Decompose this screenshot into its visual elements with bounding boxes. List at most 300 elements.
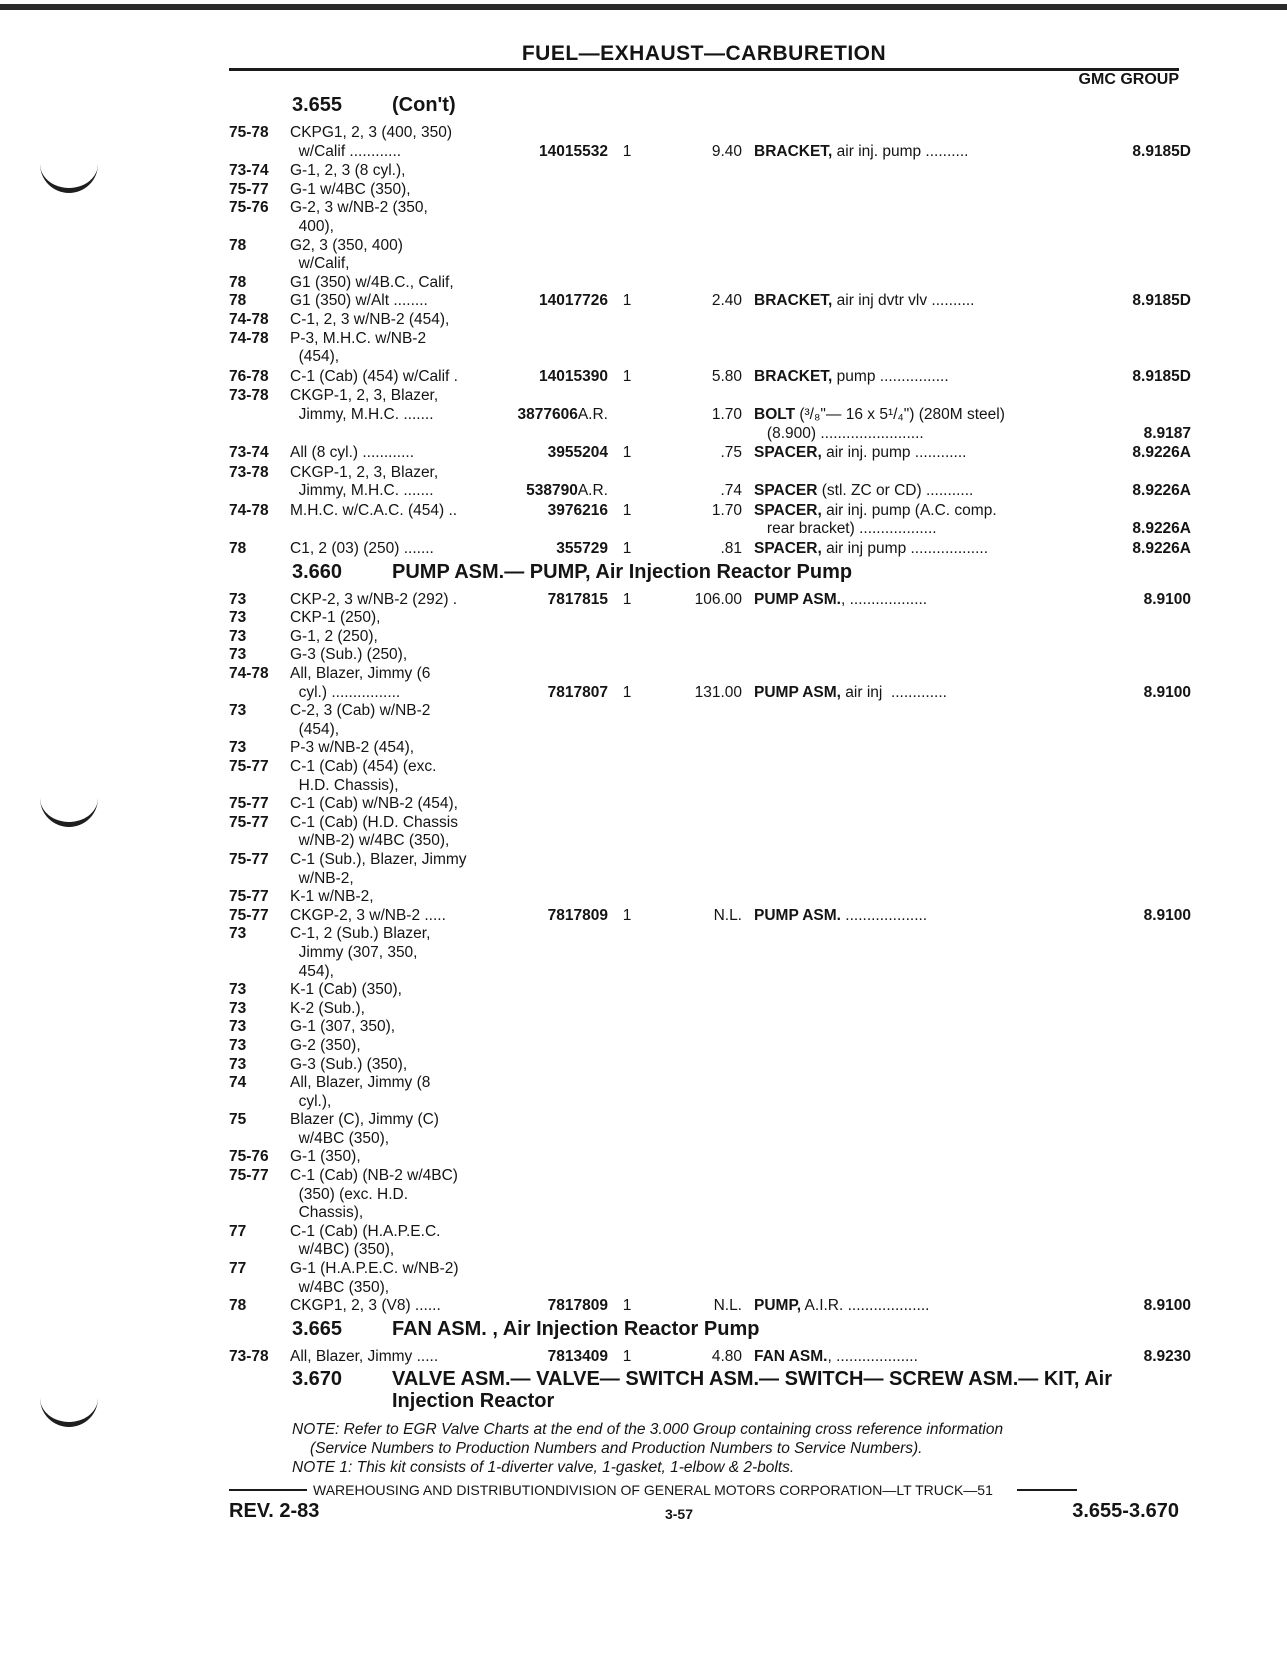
quantity: 1 (622, 292, 632, 310)
description-detail: (³/₈"— 16 x 5¹/₄") (280M steel) (795, 405, 1005, 423)
quantity: 1 (622, 444, 632, 462)
table-row (229, 1148, 1179, 1167)
section-number: 3.660 (292, 560, 343, 583)
application: Jimmy, M.H.C. ....... (290, 482, 434, 500)
description (742, 292, 1084, 311)
part-name: SPACER (754, 482, 818, 500)
part-entry (229, 1347, 1191, 1367)
description-detail: , ................... (827, 1347, 918, 1365)
part-name: PUMP ASM. (754, 590, 841, 608)
table-row (229, 683, 1191, 703)
description (742, 502, 1084, 521)
table-row (229, 851, 1179, 870)
group-number: 8.9185D (1132, 367, 1191, 385)
binder-hole-mark (40, 796, 98, 827)
part-name: SPACER, (754, 501, 822, 519)
model-year: 74-78 (229, 310, 269, 328)
part-name: FAN ASM. (754, 1347, 828, 1365)
model-year: 74-78 (229, 329, 269, 347)
model-year: 73 (229, 981, 247, 999)
application: C-1 (Cab) w/NB-2 (454), (290, 795, 458, 813)
part-number-cell (504, 482, 608, 501)
footer-rule-right (1017, 1489, 1077, 1491)
application: w/Calif ............ (290, 142, 402, 160)
model-year: 73 (229, 999, 247, 1017)
price: 1.70 (711, 405, 742, 423)
part-name: BRACKET, (754, 292, 833, 310)
table-row (229, 311, 1179, 330)
application: w/4BC) (350), (290, 1241, 395, 1259)
part-number-cell (504, 143, 608, 162)
table-row (229, 162, 1179, 181)
table-row (229, 1223, 1179, 1242)
part-number: 14015532 (539, 142, 608, 160)
model-year: 78 (229, 1297, 247, 1315)
application: K-1 (Cab) (350), (290, 981, 402, 999)
table-row (229, 1018, 1179, 1037)
application: w/NB-2) w/4BC (350), (290, 832, 450, 850)
table-row (229, 944, 1179, 963)
model-year: 73 (229, 1055, 247, 1073)
table-row (229, 199, 1179, 218)
application: CKP-1 (250), (290, 609, 381, 627)
table-row (229, 777, 1179, 796)
model-year: 73-78 (229, 387, 269, 405)
table-row (229, 292, 1191, 311)
group-number: 8.9185D (1132, 292, 1191, 310)
model-year: 74-78 (229, 665, 269, 683)
part-entry (229, 124, 1191, 161)
description (742, 368, 1084, 387)
description (742, 684, 1084, 703)
table-row (229, 444, 1191, 463)
part-number: 3976216 (547, 501, 608, 519)
table-row (229, 330, 1179, 349)
table-row (229, 739, 1179, 758)
footer-rule-left (229, 1489, 307, 1491)
model-year: 73 (229, 646, 247, 664)
model-year: 77 (229, 1222, 247, 1240)
price: 1.70 (711, 501, 742, 519)
section-heading (229, 1318, 1179, 1340)
model-year: 78 (229, 236, 247, 254)
part-number-cell (504, 292, 608, 311)
part-number-cell (504, 1348, 608, 1367)
application: C1, 2 (03) (250) ....... (290, 540, 434, 558)
application: All (8 cyl.) ............ (290, 444, 415, 462)
description (742, 1297, 1084, 1316)
table-row (229, 482, 1191, 501)
description (742, 1348, 1084, 1367)
model-year: 78 (229, 540, 247, 558)
page-footer (229, 1482, 1179, 1526)
description (742, 143, 1084, 162)
group-number: 8.9100 (1143, 590, 1191, 608)
application: CKPG1, 2, 3 (400, 350) (290, 124, 452, 141)
model-year: 75-77 (229, 813, 269, 831)
application: w/Calif, (290, 255, 350, 273)
section-title: VALVE ASM.— VALVE— SWITCH ASM.— SWITCH— SCREW ASM.— KIT, Air Injection Reactor (392, 1368, 1112, 1413)
part-number: 3877606 (517, 405, 578, 423)
description-detail: air inj dvtr vlv .......... (832, 292, 975, 310)
table-row (229, 502, 1179, 521)
table-row (229, 181, 1179, 200)
application: Jimmy, M.H.C. ....... (290, 405, 434, 423)
group-number: 8.9226A (1132, 444, 1191, 462)
application: (350) (exc. H.D. (290, 1185, 408, 1203)
description-detail: A.I.R. ................... (801, 1297, 930, 1315)
description-detail: ................... (840, 906, 928, 924)
part-number: 355729 (556, 540, 608, 558)
section-number: 3.655 (292, 94, 343, 116)
model-year: 73 (229, 925, 247, 943)
quantity: 1 (622, 683, 632, 701)
application: G1 (350) w/4B.C., Calif, (290, 273, 454, 291)
section-number: 3.670 (292, 1368, 343, 1391)
table-row (229, 925, 1179, 944)
description-detail: air inj. pump ............ (821, 444, 967, 462)
application: CKGP1, 2, 3 (V8) ...... (290, 1297, 441, 1315)
application: C-1, 2 (Sub.) Blazer, (290, 925, 431, 943)
quantity: 1 (622, 540, 632, 558)
application: C-1 (Cab) (NB-2 w/4BC) (290, 1167, 458, 1185)
part-number-cell (504, 684, 608, 703)
model-year: 78 (229, 292, 247, 310)
table-row (229, 906, 1191, 926)
application: G-1 (350), (290, 1148, 361, 1166)
model-year: 75 (229, 1111, 247, 1129)
application: C-1 (Cab) (H.A.P.E.C. (290, 1222, 441, 1240)
table-row (229, 1111, 1179, 1130)
part-entry (229, 463, 1191, 501)
table-row (229, 1186, 1179, 1205)
table-row (229, 124, 1179, 143)
model-year: 75-77 (229, 1167, 269, 1185)
model-year: 73-78 (229, 463, 269, 481)
application: CKP-2, 3 w/NB-2 (292) . (290, 590, 458, 608)
quantity: 1 (622, 590, 632, 608)
quantity: 1 (622, 367, 632, 385)
footer-publisher: WAREHOUSING AND DISTRIBUTIONDIVISION OF GENERAL MOTORS CORPORATION—LT TRUCK—51 (313, 1482, 993, 1498)
description-detail: pump ................ (832, 367, 949, 385)
application: C-2, 3 (Cab) w/NB-2 (290, 702, 431, 720)
group-column-label: GMC GROUP (1078, 71, 1179, 88)
description (742, 444, 1084, 463)
part-number-cell (504, 406, 608, 425)
table-row (229, 702, 1179, 721)
part-entry (229, 444, 1191, 463)
table-row (229, 628, 1179, 647)
part-name: BOLT (754, 405, 796, 423)
application: K-2 (Sub.), (290, 999, 365, 1017)
part-number-cell (504, 368, 608, 387)
part-name: BRACKET, (754, 142, 833, 160)
table-row (229, 387, 1179, 406)
application: cyl.), (290, 1092, 332, 1110)
description (742, 482, 1084, 501)
application: C-1 (Cab) (454) w/Calif . (290, 367, 458, 385)
model-year: 73 (229, 609, 247, 627)
model-year: 74-78 (229, 501, 269, 519)
table-row (229, 1093, 1179, 1112)
parts-listing (229, 92, 1191, 1477)
model-year: 75-77 (229, 795, 269, 813)
section-title: (Con't) (392, 94, 456, 116)
table-row (229, 1037, 1179, 1056)
price: 131.00 (694, 683, 742, 701)
table-row (229, 814, 1179, 833)
part-number-cell (504, 1297, 608, 1316)
section-heading (229, 94, 1179, 116)
note-text: (Service Numbers to Production Numbers and Production Numbers to Service Numbers). (310, 1440, 923, 1458)
table-row (229, 348, 1179, 367)
table-row (229, 1000, 1179, 1019)
table-row (229, 590, 1191, 610)
application: C-1 (Cab) (454) (exc. (290, 758, 437, 775)
application: G-1, 2 (250), (290, 627, 378, 645)
model-year: 73 (229, 590, 247, 608)
application: H.D. Chassis), (290, 776, 399, 794)
application: Chassis), (290, 1204, 364, 1222)
table-row (229, 832, 1179, 851)
table-row (229, 1279, 1179, 1298)
top-edge-rule (0, 4, 1287, 10)
part-number: 538790 (526, 482, 578, 500)
application: All, Blazer, Jimmy ..... (290, 1347, 439, 1365)
application: w/4BC (350), (290, 1129, 390, 1147)
group-number: 8.9226A (1132, 540, 1191, 558)
application: 454), (290, 962, 334, 980)
note-1-text: NOTE 1: This kit consists of 1-diverter valve, 1-gasket, 1-elbow & 2-bolts. (292, 1459, 795, 1477)
table-row (229, 142, 1191, 162)
table-row (229, 367, 1191, 387)
part-number-cell (504, 540, 608, 559)
table-row (229, 1130, 1179, 1149)
table-row (229, 218, 1179, 237)
binder-hole-mark (40, 1396, 98, 1427)
table-row (229, 795, 1179, 814)
part-name: PUMP ASM. (754, 906, 841, 924)
table-row (229, 1297, 1191, 1316)
application: M.H.C. w/C.A.C. (454) .. (290, 501, 458, 519)
table-row (229, 520, 1191, 539)
price: 2.40 (711, 292, 742, 310)
application: cyl.) ................ (290, 683, 401, 701)
application: (454), (290, 348, 340, 366)
application: CKGP-1, 2, 3, Blazer, (290, 387, 439, 405)
page-number: 3-57 (664, 1506, 694, 1522)
part-name: PUMP ASM, (754, 683, 841, 701)
application: G-1 (307, 350), (290, 1018, 396, 1036)
application: CKGP-1, 2, 3, Blazer, (290, 463, 439, 481)
model-year: 73 (229, 702, 247, 720)
model-year: 75-77 (229, 888, 269, 906)
table-row (229, 540, 1191, 559)
revision-label: REV. 2-83 (229, 1500, 320, 1522)
application: K-1 w/NB-2, (290, 888, 374, 906)
application: C-1, 2, 3 w/NB-2 (454), (290, 310, 450, 328)
description-detail: (8.900) ........................ (754, 424, 924, 442)
part-number-cell (504, 502, 608, 521)
model-year: 75-76 (229, 1148, 269, 1166)
as-required: A.R. (577, 482, 608, 500)
table-row (229, 255, 1179, 274)
table-row (229, 963, 1179, 982)
quantity: 1 (622, 906, 632, 924)
application: (454), (290, 720, 340, 738)
application: G-1 w/4BC (350), (290, 180, 411, 198)
part-number: 7817815 (547, 590, 608, 608)
table-row (229, 406, 1179, 425)
table-row (229, 888, 1179, 907)
description-detail: air inj ............. (840, 683, 947, 701)
model-year: 75-77 (229, 850, 269, 868)
table-row (229, 721, 1179, 740)
as-required: A.R. (577, 405, 608, 423)
part-number: 14015390 (539, 367, 608, 385)
group-number: 8.9185D (1132, 142, 1191, 160)
description (742, 907, 1084, 926)
notes-block (292, 1420, 1179, 1477)
part-name: PUMP, (754, 1297, 802, 1315)
model-year: 73-78 (229, 1347, 269, 1365)
model-year: 75-78 (229, 124, 269, 141)
part-entry (229, 367, 1191, 387)
section-heading (229, 561, 1179, 583)
section-title: FAN ASM. , Air Injection Reactor Pump (392, 1317, 760, 1340)
description-detail: , .................. (840, 590, 928, 608)
description-detail: rear bracket) .................. (754, 520, 937, 538)
binder-hole-mark (40, 162, 98, 193)
application: All, Blazer, Jimmy (8 (290, 1074, 431, 1092)
application: C-1 (Cab) (H.D. Chassis (290, 813, 458, 831)
model-year: 73 (229, 1036, 247, 1054)
model-year: 76-78 (229, 367, 269, 385)
application: G-1 (H.A.P.E.C. w/NB-2) (290, 1260, 459, 1278)
table-row (229, 1347, 1191, 1367)
price: 5.80 (711, 367, 742, 385)
table-row (229, 1056, 1179, 1075)
table-row (229, 1241, 1179, 1260)
table-row (229, 609, 1179, 628)
price: 4.80 (711, 1347, 742, 1365)
part-number: 7817809 (547, 1297, 608, 1315)
table-row (229, 665, 1179, 684)
quantity: 1 (622, 1347, 632, 1365)
application: w/NB-2, (290, 869, 354, 887)
quantity: 1 (622, 501, 632, 519)
description-detail: (stl. ZC or CD) ........... (817, 482, 974, 500)
part-number: 7817807 (547, 683, 608, 701)
application: G2, 3 (350, 400) (290, 236, 403, 254)
group-number: 8.9100 (1143, 1297, 1191, 1315)
model-year: 78 (229, 273, 247, 291)
application: G-2 (350), (290, 1036, 361, 1054)
table-row (229, 424, 1191, 444)
model-year: 75-77 (229, 758, 269, 775)
table-row (229, 1260, 1179, 1279)
table-row (229, 237, 1179, 256)
part-number-cell (504, 444, 608, 463)
model-year: 73 (229, 627, 247, 645)
part-number: 7813409 (547, 1347, 608, 1365)
description (742, 540, 1084, 559)
section-heading (229, 1368, 1179, 1412)
description (742, 406, 1084, 425)
description (742, 425, 1084, 444)
group-number: 8.9100 (1143, 906, 1191, 924)
page-title: FUEL—EXHAUST—CARBURETION (521, 42, 887, 65)
application: G-2, 3 w/NB-2 (350, (290, 199, 428, 217)
table-row (229, 1204, 1179, 1223)
application: P-3 w/NB-2 (454), (290, 739, 415, 757)
group-number: 8.9226A (1132, 482, 1191, 500)
model-year: 74 (229, 1074, 247, 1092)
application: CKGP-2, 3 w/NB-2 ..... (290, 906, 446, 924)
section-title: PUMP ASM.— PUMP, Air Injection Reactor Pump (392, 560, 853, 583)
group-number: 8.9100 (1143, 683, 1191, 701)
application: Blazer (C), Jimmy (C) (290, 1111, 439, 1129)
price: .81 (720, 540, 742, 558)
table-row (229, 758, 1179, 777)
table-row (229, 870, 1179, 889)
application: w/4BC (350), (290, 1278, 390, 1296)
application: P-3, M.H.C. w/NB-2 (290, 329, 427, 347)
group-number: 8.9230 (1143, 1347, 1191, 1365)
model-year: 73-74 (229, 162, 269, 180)
table-row (229, 646, 1179, 665)
header-rule (229, 68, 1179, 71)
quantity: 1 (622, 142, 632, 160)
application: G1 (350) w/Alt ........ (290, 292, 428, 310)
model-year: 75-77 (229, 906, 269, 924)
section-number: 3.665 (292, 1317, 343, 1340)
application: G-1, 2, 3 (8 cyl.), (290, 162, 406, 180)
description (742, 591, 1084, 610)
model-year: 75-77 (229, 180, 269, 198)
description (742, 520, 1084, 539)
application: 400), (290, 217, 334, 235)
application: All, Blazer, Jimmy (6 (290, 665, 431, 683)
price: .75 (720, 444, 742, 462)
price: N.L. (713, 906, 742, 924)
description-detail: air inj. pump (A.C. comp. (821, 501, 997, 519)
part-entry (229, 590, 1191, 1316)
model-year: 73 (229, 1018, 247, 1036)
price: .74 (720, 482, 742, 500)
part-entry (229, 162, 1191, 367)
price: 106.00 (694, 590, 742, 608)
section-range: 3.655-3.670 (1072, 1500, 1179, 1522)
part-entry (229, 387, 1191, 443)
table-row (229, 1074, 1179, 1093)
table-row (229, 464, 1179, 483)
application: G-3 (Sub.) (250), (290, 646, 408, 664)
table-row (229, 1167, 1179, 1186)
description-detail: air inj. pump .......... (832, 142, 969, 160)
price: 9.40 (711, 142, 742, 160)
model-year: 73-74 (229, 444, 269, 462)
part-number: 7817809 (547, 906, 608, 924)
application: C-1 (Sub.), Blazer, Jimmy (290, 850, 467, 868)
model-year: 73 (229, 739, 247, 757)
application: G-3 (Sub.) (350), (290, 1055, 408, 1073)
group-number: 8.9226A (1132, 520, 1191, 538)
model-year: 77 (229, 1260, 247, 1278)
part-number: 14017726 (539, 292, 608, 310)
part-entry (229, 501, 1191, 539)
part-name: SPACER, (754, 444, 822, 462)
